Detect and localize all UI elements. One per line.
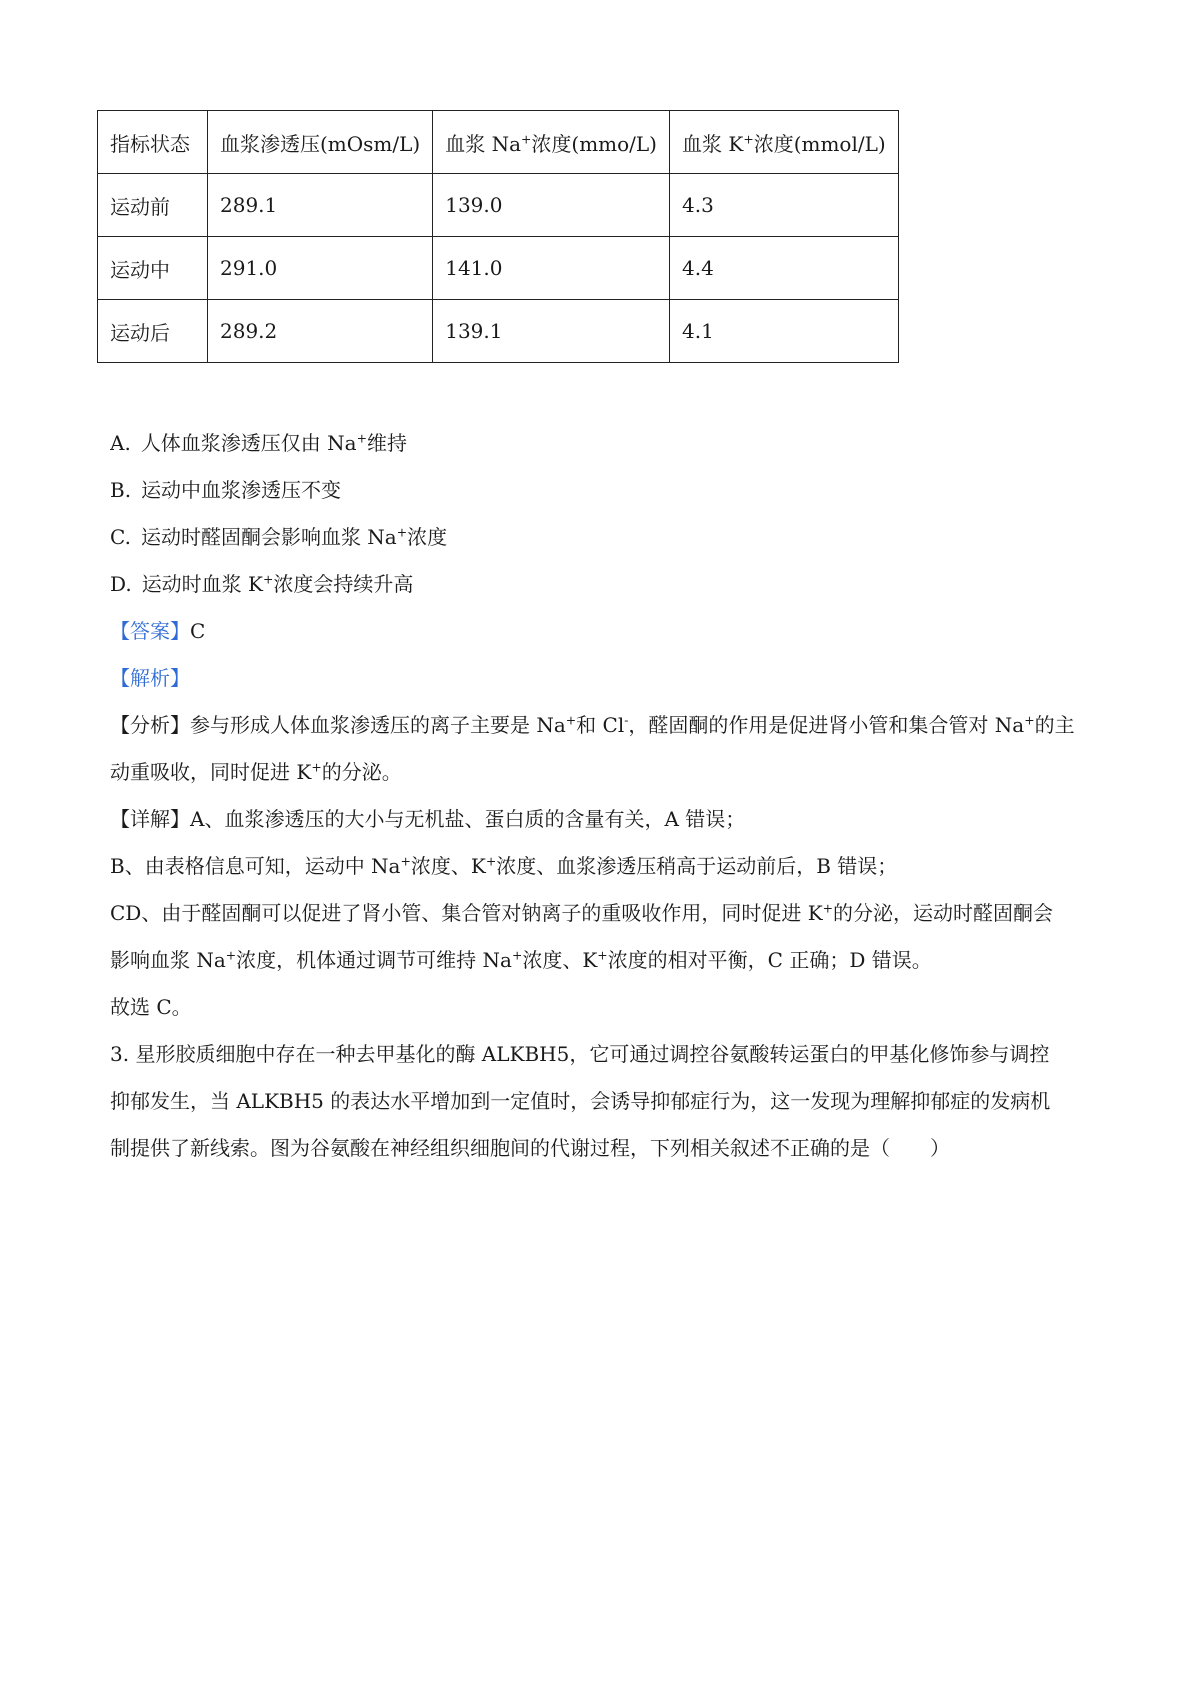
- option-d: D. 运动时血浆 K+浓度会持续升高: [110, 571, 414, 596]
- analysis-tag: 【解析】: [110, 666, 190, 690]
- table-cell: 139.1: [433, 300, 670, 363]
- table-cell: 4.1: [670, 300, 899, 363]
- table-cell: 289.2: [208, 300, 433, 363]
- table-header-row: [98, 111, 899, 174]
- question3-line-2: 抑郁发生，当 ALKBH5 的表达水平增加到一定值时，会诱导抑郁症行为，这一发现为理解抑郁症的发病机: [110, 1089, 1051, 1113]
- table-cell: 运动前: [98, 174, 208, 237]
- fenxi-tag: 【分析】: [110, 713, 190, 737]
- option-a: A. 人体血浆渗透压仅由 Na+维持: [110, 430, 407, 455]
- table-cell: 291.0: [208, 237, 433, 300]
- table-cell: 141.0: [433, 237, 670, 300]
- fenxi-line-2: 动重吸收，同时促进 K+的分泌。: [110, 759, 402, 784]
- analysis-heading: [110, 655, 1100, 702]
- header-cell: 血浆 K+浓度(mmol/L): [670, 111, 899, 174]
- xiangjie-line-a: 【详解】A、血浆渗透压的大小与无机盐、蛋白质的含量有关，A 错误；: [110, 807, 746, 831]
- header-cell: 血浆渗透压(mOsm/L): [208, 111, 433, 174]
- question3-line-1: 3. 星形胶质细胞中存在一种去甲基化的酶 ALKBH5，它可通过调控谷氨酸转运蛋白的甲基化修饰参与调控: [110, 1042, 1050, 1066]
- answer-line: [110, 608, 1100, 655]
- xiangjie-tag: 【详解】: [110, 807, 190, 831]
- table-cell: 运动中: [98, 237, 208, 300]
- table-row: [98, 174, 899, 237]
- answer-value: C: [190, 619, 206, 643]
- xiangjie-line-cd-1: CD、由于醛固酮可以促进了肾小管、集合管对钠离子的重吸收作用，同时促进 K+的分泌，运动时醛固酮会: [110, 900, 1054, 925]
- table-cell: 139.0: [433, 174, 670, 237]
- data-table: [97, 110, 899, 363]
- table-cell: 289.1: [208, 174, 433, 237]
- xiangjie-line-b: B、由表格信息可知，运动中 Na+浓度、K+浓度、血浆渗透压稍高于运动前后，B 错误；: [110, 853, 898, 878]
- option-c: C. 运动时醛固酮会影响血浆 Na+浓度: [110, 524, 448, 549]
- fenxi-line-1: 【分析】参与形成人体血浆渗透压的离子主要是 Na+和 Cl-，醛固酮的作用是促进肾小管和集合管对 Na+的主: [110, 712, 1075, 737]
- option-b: B. 运动中血浆渗透压不变: [110, 478, 342, 502]
- table-row: [98, 300, 899, 363]
- conclusion-line: 故选 C。: [110, 995, 192, 1019]
- xiangjie-line-cd-2: 影响血浆 Na+浓度，机体通过调节可维持 Na+浓度、K+浓度的相对平衡，C 正确；D 错误。: [110, 947, 932, 972]
- question3-line-3: 制提供了新线索。图为谷氨酸在神经组织细胞间的代谢过程，下列相关叙述不正确的是（ ）: [110, 1136, 950, 1160]
- question-body: [110, 420, 1100, 1172]
- answer-tag: 【答案】: [110, 619, 190, 643]
- table-row: [98, 237, 899, 300]
- table-cell: 运动后: [98, 300, 208, 363]
- header-cell: 指标状态: [98, 111, 208, 174]
- table-cell: 4.3: [670, 174, 899, 237]
- table-cell: 4.4: [670, 237, 899, 300]
- header-cell: 血浆 Na+浓度(mmo/L): [433, 111, 670, 174]
